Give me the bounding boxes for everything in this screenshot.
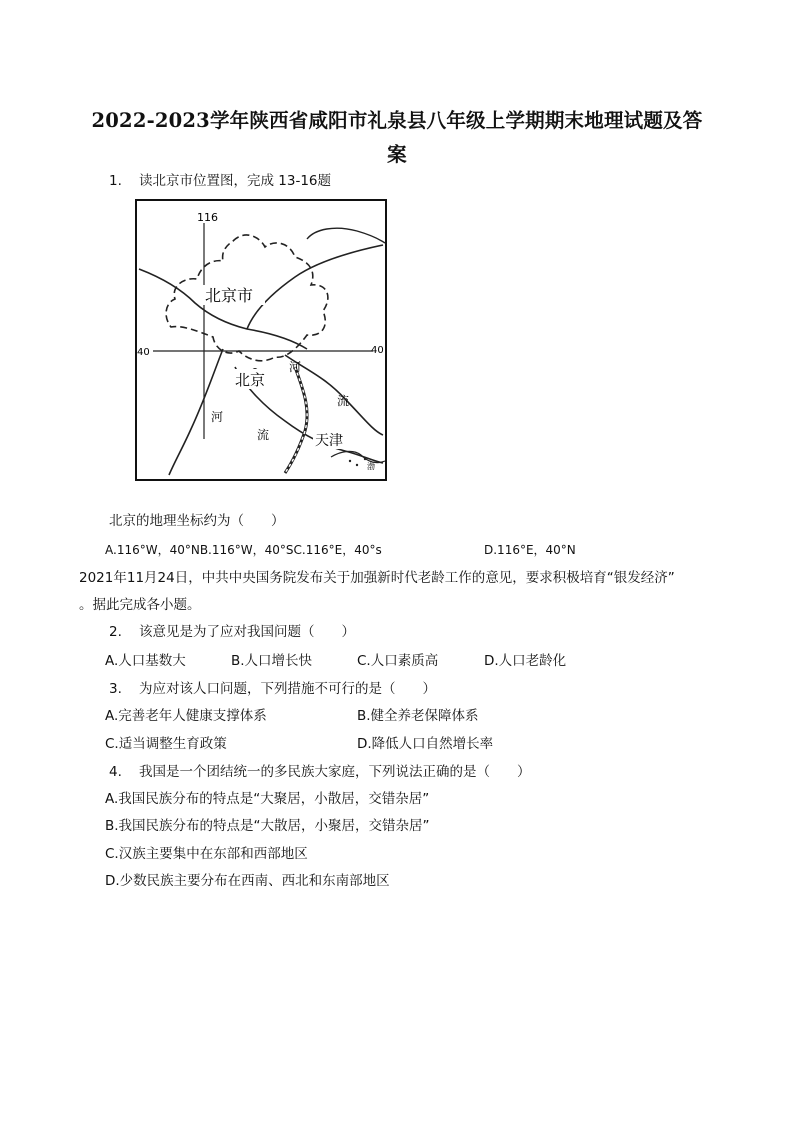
q3-option-a: A.完善老年人健康支撑体系: [105, 708, 267, 724]
q4-stem: 我国是一个团结统一的多民族大家庭，下列说法正确的是（ ）: [139, 764, 531, 780]
latitude-label-right: 40: [371, 345, 384, 356]
q2-option-a: A.人口基数大: [105, 653, 186, 669]
beijing-location-map: [135, 199, 387, 481]
q4-stem-row: [109, 763, 531, 781]
q4-option-c: C.汉族主要集中在东部和西部地区: [105, 846, 308, 862]
river-label-1: 河: [289, 360, 302, 374]
q2-option-b: B.人口增长快: [231, 653, 313, 669]
tianjin-label: 天津: [315, 433, 343, 449]
title-line-1: 2022-2023学年陕西省咸阳市礼泉县八年级上学期期末地理试题及答: [91, 109, 703, 132]
longitude-label: 116: [197, 211, 218, 224]
q1-options-abc: A.116°W，40°NB.116°W，40°SC.116°E，40°s: [105, 543, 382, 557]
q2-number: 2.: [109, 624, 122, 640]
q2-option-d: D.人口老龄化: [484, 653, 567, 669]
q1-option-d: D.116°E，40°N: [484, 543, 576, 557]
q4-option-a: A.我国民族分布的特点是“大聚居，小散居，交错杂居”: [105, 791, 430, 807]
beijing-city-label: 北京: [235, 371, 266, 389]
q3-option-c: C.适当调整生育政策: [105, 736, 227, 752]
river-label-4: 流: [257, 428, 270, 442]
q3-stem-row: [109, 680, 436, 698]
river-label-3: 河: [211, 410, 224, 424]
q3-number: 3.: [109, 681, 122, 697]
q2-stem-row: [109, 623, 355, 641]
q1-stem-row: [109, 172, 331, 190]
q3-stem: 为应对该人口问题，下列措施不可行的是（ ）: [139, 681, 436, 697]
beijing-municipality-label: 北京市: [205, 286, 254, 305]
q2-stem: 该意见是为了应对我国问题（ ）: [139, 624, 355, 640]
q2-option-c: C.人口素质高: [357, 653, 439, 669]
title-line-2: 案: [387, 143, 407, 166]
river-label-2: 流: [337, 394, 350, 408]
q3-option-d: D.降低人口自然增长率: [357, 736, 494, 752]
q4-number: 4.: [109, 764, 122, 780]
passage-line-2: 。据此完成各小题。: [79, 597, 201, 613]
document-title: [70, 104, 724, 172]
bohai-label: 渤: [367, 462, 375, 471]
q4-option-b: B.我国民族分布的特点是“大散居，小聚居，交错杂居”: [105, 818, 430, 834]
map-figure: [135, 199, 387, 481]
latitude-label-left: 40: [137, 347, 150, 358]
passage-line-1: 2021年11月24日，中共中央国务院发布关于加强新时代老龄工作的意见，要求积极培育“银发经济”: [79, 570, 675, 586]
q1-question: 北京的地理坐标约为（ ）: [109, 513, 285, 529]
q3-option-b: B.健全养老保障体系: [357, 708, 479, 724]
q1-number: 1.: [109, 173, 122, 189]
q1-stem: 读北京市位置图，完成 13-16题: [139, 173, 332, 189]
q4-option-d: D.少数民族主要分布在西南、西北和东南部地区: [105, 873, 390, 889]
